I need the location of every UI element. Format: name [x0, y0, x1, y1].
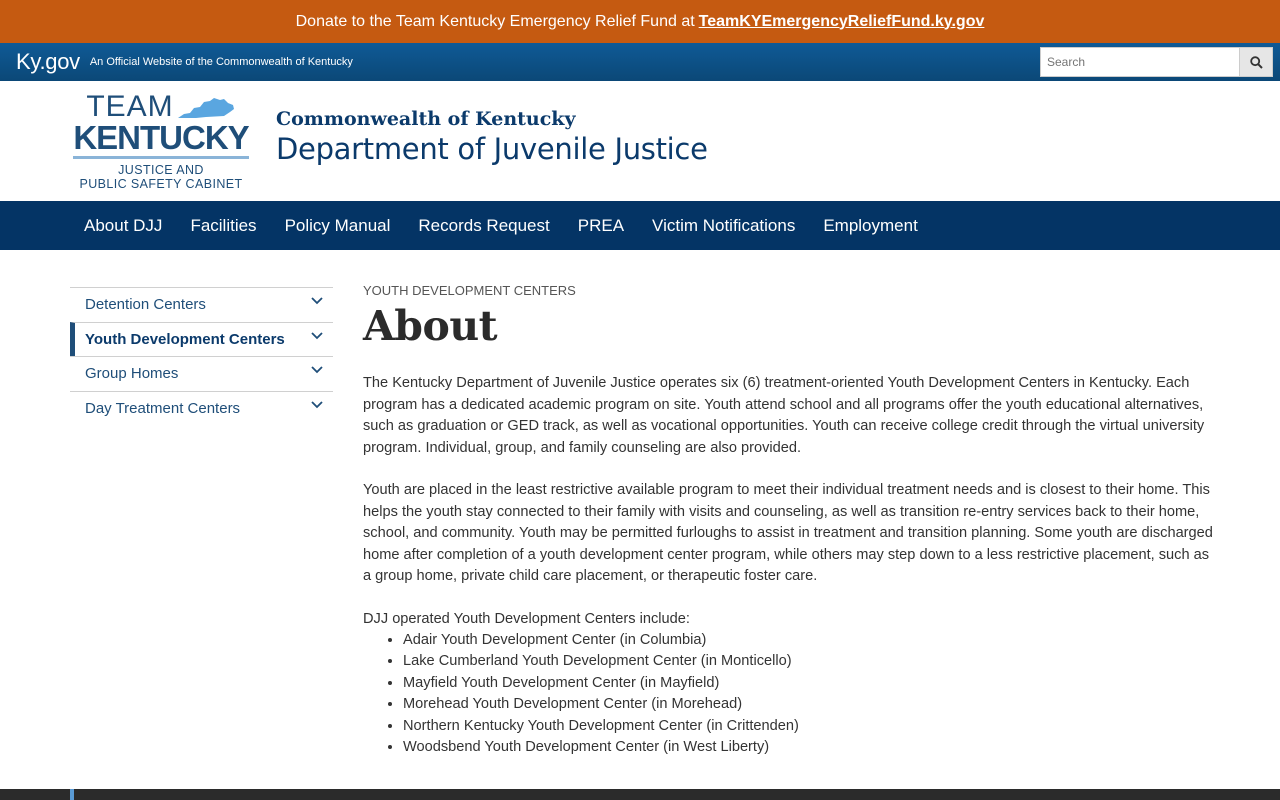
sidebar-item-detention-centers[interactable] — [70, 287, 333, 322]
site-title-department: Department of Juvenile Justice — [276, 132, 708, 166]
logo-cabinet-text: JUSTICE AND PUBLIC SAFETY CABINET — [79, 162, 243, 191]
logo-kentucky-text: KENTUCKY — [73, 118, 249, 156]
nav-item-about-djj[interactable]: About DJJ — [84, 215, 163, 235]
list-item: • Morehead Youth Development Center (in Morehead) — [403, 694, 1213, 715]
centers-list — [363, 630, 1213, 758]
kentucky-state-icon — [176, 96, 236, 120]
centers-intro: DJJ operated Youth Development Centers include: — [363, 610, 690, 627]
list-item: • Woodsbend Youth Development Center (in West Liberty) — [403, 737, 1213, 758]
nav-item-employment[interactable]: Employment — [823, 215, 918, 235]
logo-team-text: TEAM — [86, 89, 174, 123]
footer-accent — [70, 789, 74, 800]
main-content — [363, 283, 1213, 758]
list-item: • Lake Cumberland Youth Development Center (in Monticello) — [403, 651, 1213, 672]
intro-paragraph: The Kentucky Department of Juvenile Justice operates six (6) treatment-oriented Youth Development Centers in Kentucky. Each program has a dedicated academic program on site. Youth attend school and all programs offer the youth educational alternatives, such as graduation or GED track, as well as vocational opportunities. Youth can receive college credit through the virtual university program. Individual, group, and family counseling are also provided. — [363, 375, 1205, 456]
sidebar-item-label: Group Homes — [85, 365, 179, 383]
search-input[interactable] — [1040, 47, 1240, 77]
nav-item-prea[interactable]: PREA — [577, 215, 625, 235]
logo-divider — [73, 156, 249, 159]
chevron-down-icon[interactable] — [311, 329, 323, 341]
donate-link[interactable]: TeamKYEmergencyReliefFund.ky.gov — [698, 12, 985, 30]
team-kentucky-logo[interactable] — [66, 89, 256, 191]
list-item: • Adair Youth Development Center (in Columbia) — [403, 630, 1213, 651]
main-nav — [0, 201, 1280, 250]
donate-banner — [0, 0, 1280, 43]
sidebar-item-group-homes[interactable] — [70, 356, 333, 391]
search-button[interactable] — [1240, 47, 1273, 77]
chevron-down-icon[interactable] — [311, 398, 323, 410]
kygov-logo[interactable]: Ky.gov — [16, 49, 80, 74]
list-item: • Mayfield Youth Development Center (in Mayfield) — [403, 673, 1213, 694]
nav-item-policy-manual[interactable]: Policy Manual — [284, 215, 391, 235]
section-kicker: YOUTH DEVELOPMENT CENTERS — [363, 283, 576, 298]
sidebar-item-day-treatment-centers[interactable] — [70, 391, 333, 426]
nav-item-records-request[interactable]: Records Request — [418, 215, 550, 235]
search-form — [1040, 47, 1273, 77]
nav-item-victim-notifications[interactable]: Victim Notifications — [652, 215, 796, 235]
sidebar-item-label: Youth Development Centers — [85, 330, 285, 348]
list-item: • Northern Kentucky Youth Development Center (in Crittenden) — [403, 716, 1213, 737]
chevron-down-icon[interactable] — [311, 294, 323, 306]
site-title-commonwealth: Commonwealth of Kentucky — [276, 108, 576, 130]
donate-text: Donate to the Team Kentucky Emergency Relief Fund at — [295, 12, 695, 30]
side-nav — [70, 287, 333, 425]
kygov-bar — [0, 43, 1280, 81]
chevron-down-icon[interactable] — [311, 363, 323, 375]
site-header — [0, 81, 1280, 201]
official-website-text: An Official Website of the Commonwealth of Kentucky — [89, 56, 353, 68]
sidebar-item-label: Detention Centers — [85, 296, 206, 314]
search-icon — [1250, 56, 1263, 69]
sidebar-item-label: Day Treatment Centers — [85, 399, 241, 417]
site-title[interactable] — [276, 108, 708, 166]
placement-paragraph: Youth are placed in the least restrictive available program to meet their individual treatment needs and is closest to their home. This helps the youth stay connected to their family with visits and counseling, as well as transition re-entry services back to their home, school, and community. Youth may be permitted furloughs to assist in treatment and transition planning. Some youth are discharged home after completion of a youth development center program, while others may step down to a less restrictive placement, such as a group home, private child care placement, or therapeutic foster care. — [363, 482, 1213, 584]
nav-item-facilities[interactable]: Facilities — [190, 215, 257, 235]
page-title: About — [363, 302, 498, 350]
content-area — [0, 250, 1280, 789]
footer — [0, 789, 1280, 800]
sidebar-item-youth-development-centers[interactable] — [70, 322, 333, 357]
